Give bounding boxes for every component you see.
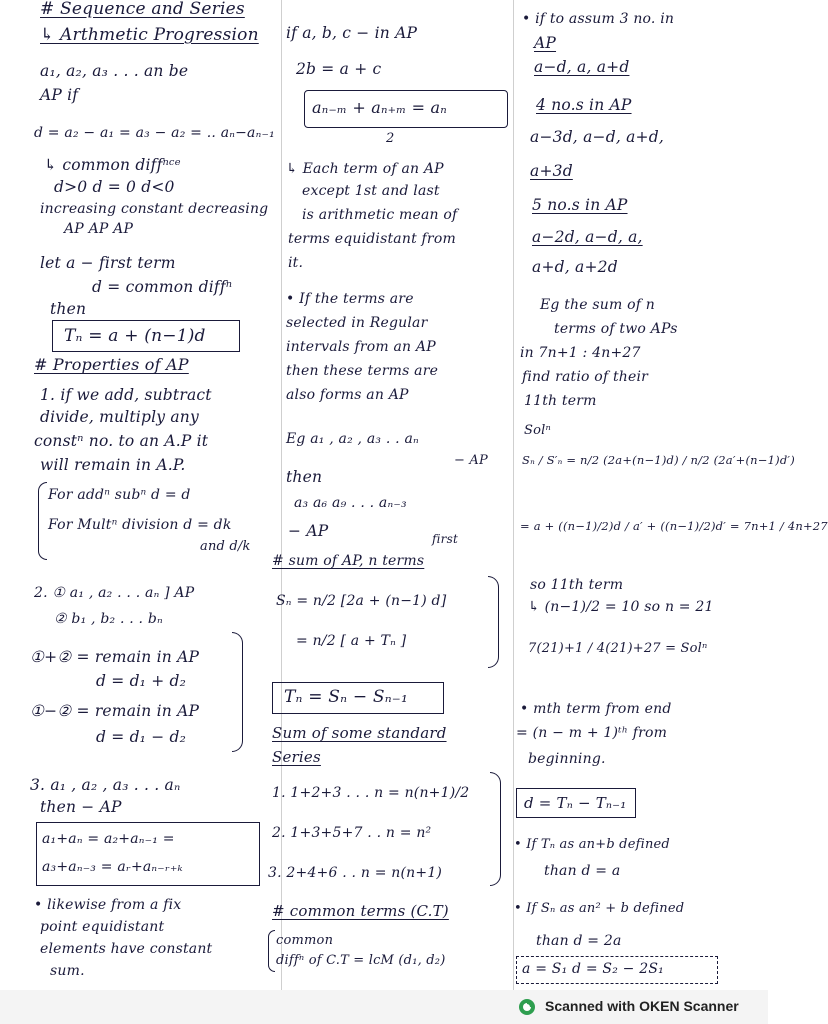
text-line: 1. 1+2+3 . . . n = n(n+1)/2: [272, 785, 470, 801]
text-line: if a, b, c − in AP: [286, 24, 418, 42]
text-line: increasing constant decreasing: [40, 201, 269, 217]
text-line: sum.: [50, 963, 85, 979]
text-line: 2b = a + c: [296, 60, 382, 78]
text-line: constⁿ no. to an A.P it: [34, 432, 209, 450]
text-line: 2. 1+3+5+7 . . n = n²: [272, 825, 432, 841]
text-line: except 1st and last: [302, 183, 440, 199]
text-line: ↳ common diffⁿᶜᵉ: [44, 156, 181, 174]
text-line: in 7n+1 : 4n+27: [520, 345, 641, 361]
text-line: 1. if we add, subtract: [40, 386, 212, 404]
text-line: • if to assum 3 no. in: [522, 11, 675, 27]
formula-d: d = Tₙ − Tₙ₋₁: [524, 794, 627, 812]
text-line: AP if: [40, 86, 79, 104]
text-line: then − AP: [40, 798, 122, 816]
formula-tn: Tₙ = a + (n−1)d: [64, 326, 206, 346]
text-line: divide, multiply any: [40, 408, 199, 426]
text-line: 4 no.s in AP: [536, 96, 632, 114]
text-line: a₁+aₙ = a₂+aₙ₋₁ =: [42, 831, 175, 847]
text-line: d = d₁ + d₂: [96, 672, 187, 690]
text-line: a+d, a+2d: [532, 258, 618, 276]
text-line: so 11th term: [530, 577, 624, 593]
text-line: For addⁿ subⁿ d = d: [48, 487, 191, 503]
text-line: • If Sₙ as an² + b defined: [514, 901, 685, 916]
text-line: 5 no.s in AP: [532, 196, 628, 214]
column-right: [514, 0, 828, 990]
text-line: • If the terms are: [286, 291, 414, 307]
text-line: than d = a: [544, 863, 621, 879]
text-line: it.: [288, 255, 304, 271]
text-line: 3. a₁ , a₂ , a₃ . . . aₙ: [30, 776, 181, 794]
scanner-logo-icon: [518, 998, 536, 1016]
heading-sequence-series: # Sequence and Series: [40, 0, 245, 19]
text-line: • mth term from end: [520, 701, 672, 717]
text-line: ↳ Each term of an AP: [286, 161, 444, 177]
heading-standard-series: Sum of some standard: [272, 724, 447, 742]
brace: [232, 632, 243, 752]
text-line: terms of two APs: [554, 321, 678, 337]
text-line: • If Tₙ as an+b defined: [514, 837, 670, 852]
formula-common-difference: d = a₂ − a₁ = a₃ − a₂ = .. aₙ−aₙ₋₁: [34, 125, 275, 141]
text-line: a₃ a₆ a₉ . . . aₙ₋₃: [294, 495, 407, 511]
heading-common-terms: # common terms (C.T): [272, 902, 449, 920]
text-line: • likewise from a fix: [34, 897, 182, 913]
text-line: d = d₁ − d₂: [96, 728, 187, 746]
formula-sn: Sₙ = n/2 [2a + (n−1) d]: [276, 593, 447, 609]
text-line: 7(21)+1 / 4(21)+27 = Solⁿ: [528, 641, 708, 656]
text-line: then: [286, 468, 323, 486]
text-line: Eg the sum of n: [540, 297, 656, 313]
text-line: first: [432, 532, 458, 546]
text-line: − AP: [454, 453, 488, 468]
text-line: ② b₁ , b₂ . . . bₙ: [54, 611, 163, 627]
column-middle: [268, 0, 514, 990]
formula-ratio: Sₙ / S′ₙ = n/2 (2a+(n−1)d) / n/2 (2a′+(n−1)d′): [522, 453, 795, 467]
text-line: point equidistant: [40, 919, 165, 935]
text-line: let a − first term: [40, 254, 176, 272]
heading-ap: ↳ Arthmetic Progression: [40, 25, 259, 45]
text-line: AP AP AP: [64, 221, 134, 237]
text-line: diffⁿ of C.T = lcM (d₁, d₂): [276, 953, 446, 968]
text-line: find ratio of their: [522, 369, 649, 385]
scanner-label: Scanned with OKEN Scanner: [545, 998, 739, 1014]
text-line: a−d, a, a+d: [534, 58, 630, 76]
heading-series: Series: [272, 748, 321, 766]
scanner-footer: [0, 990, 768, 1024]
formula-sn-alt: = n/2 [ a + Tₙ ]: [296, 633, 407, 649]
text-line: will remain in A.P.: [40, 456, 186, 474]
text-line: = (n − m + 1)ᵗʰ from: [516, 725, 668, 741]
text-line: 2. ① a₁ , a₂ . . . aₙ ] AP: [34, 585, 195, 601]
brace: [38, 482, 47, 560]
text-line: Solⁿ: [524, 423, 551, 438]
text-line: and d/k: [200, 539, 251, 554]
text-line: is arithmetic mean of: [302, 207, 458, 223]
text-line: AP: [534, 34, 557, 52]
text-line: 3. 2+4+6 . . n = n(n+1): [268, 865, 443, 881]
text-line: ↳ (n−1)/2 = 10 so n = 21: [528, 599, 714, 615]
text-line: a−2d, a−d, a,: [532, 228, 643, 246]
text-line: a−3d, a−d, a+d,: [530, 128, 664, 146]
formula-tn-sn: Tₙ = Sₙ − Sₙ₋₁: [284, 687, 408, 707]
text-line: Eg a₁ , a₂ , a₃ . . aₙ: [286, 431, 419, 447]
text-line: also forms an AP: [286, 387, 409, 403]
heading-properties: # Properties of AP: [34, 355, 189, 374]
text-line: 11th term: [524, 393, 597, 409]
text-line: a₁, a₂, a₃ . . . an be: [40, 62, 189, 80]
text-line: than d = 2a: [536, 933, 622, 949]
text-line: d>0 d = 0 d<0: [54, 178, 175, 196]
text-line: a+3d: [530, 162, 573, 180]
text-line: terms equidistant from: [288, 231, 456, 247]
heading-sum-of-ap: # sum of AP, n terms: [272, 553, 425, 569]
formula-ratio-simplified: = a + ((n−1)/2)d / a′ + ((n−1)/2)d′ = 7n+1 / 4n+27: [520, 519, 828, 533]
column-left: [0, 0, 282, 990]
text-line: 2: [386, 131, 395, 146]
brace: [490, 772, 501, 886]
text-line: − AP: [288, 522, 329, 540]
text-line: d = common diffⁿ: [92, 278, 233, 296]
text-line: ①−② = remain in AP: [30, 702, 200, 720]
formula-s1: a = S₁ d = S₂ − 2S₁: [522, 961, 664, 977]
text-line: ①+② = remain in AP: [30, 648, 200, 666]
brace: [268, 930, 275, 972]
text-line: elements have constant: [40, 941, 213, 957]
text-line: beginning.: [528, 751, 606, 767]
text-line: common: [276, 933, 334, 948]
text-line: selected in Regular: [286, 315, 428, 331]
formula-mean: aₙ₋ₘ + aₙ₊ₘ = aₙ: [312, 98, 447, 117]
brace: [488, 576, 499, 668]
text-line: a₃+aₙ₋₃ = aᵣ+aₙ₋ᵣ₊ₖ: [42, 859, 183, 875]
text-line: intervals from an AP: [286, 339, 436, 355]
text-line: then these terms are: [286, 363, 439, 379]
text-line: For Multⁿ division d = dk: [48, 517, 232, 533]
text-line: then: [50, 300, 87, 318]
